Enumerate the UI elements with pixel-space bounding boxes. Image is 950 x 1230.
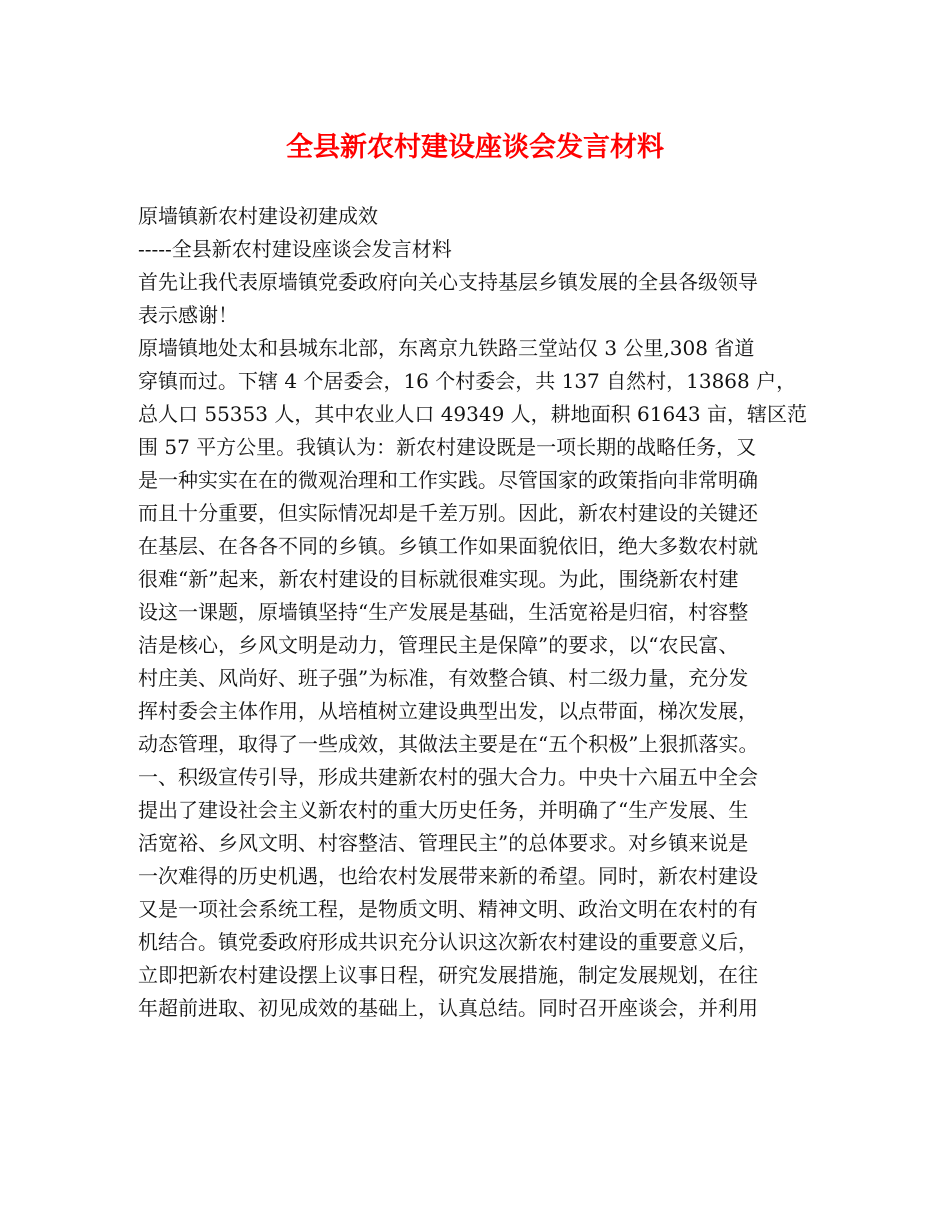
text-line: 年超前进取、初见成效的基础上，认真总结。同时召开座谈会，并利用 bbox=[138, 996, 758, 1020]
text-line: 一次难得的历史机遇，也给农村发展带来新的希望。同时，新农村建设 bbox=[138, 864, 758, 888]
text-line: 一、积级宣传引导，形成共建新农村的强大合力。中央十六届五中全会 bbox=[138, 765, 758, 789]
text-line: 是一种实实在在的微观治理和工作实践。尽管国家的政策指向非常明确 bbox=[138, 468, 758, 492]
text-line: 表示感谢！ bbox=[138, 303, 238, 327]
text-line: 总人口 55353 人，其中农业人口 49349 人，耕地面积 61643 亩，辖区范 bbox=[138, 402, 808, 426]
text-line: 设这一课题，原墙镇坚持“生产发展是基础，生活宽裕是归宿，村容整 bbox=[138, 600, 749, 624]
document-body bbox=[138, 200, 828, 1025]
text-line: 原墙镇地处太和县城东北部，东离京九铁路三堂站仅 3 公里,308 省道 bbox=[138, 336, 755, 360]
text-line: 又是一项社会系统工程，是物质文明、精神文明、政治文明在农村的有 bbox=[138, 897, 758, 921]
text-line: 首先让我代表原墙镇党委政府向关心支持基层乡镇发展的全县各级领导 bbox=[138, 270, 758, 294]
text-line: 活宽裕、乡风文明、村容整洁、管理民主”的总体要求。对乡镇来说是 bbox=[138, 831, 749, 855]
text-line: 而且十分重要，但实际情况却是千差万别。因此，新农村建设的关键还 bbox=[138, 501, 758, 525]
text-line: 提出了建设社会主义新农村的重大历史任务，并明确了“生产发展、生 bbox=[138, 798, 749, 822]
text-line: 洁是核心，乡风文明是动力，管理民主是保障”的要求，以“农民富、 bbox=[138, 633, 739, 657]
text-line: 穿镇而过。下辖 4 个居委会，16 个村委会，共 137 自然村，13868 户， bbox=[138, 369, 797, 393]
text-line: 机结合。镇党委政府形成共识充分认识这次新农村建设的重要意义后， bbox=[138, 930, 758, 954]
text-line: 村庄美、风尚好、班子强”为标准，有效整合镇、村二级力量，充分发 bbox=[138, 666, 749, 690]
text-line: 挥村委会主体作用，从培植树立建设典型出发，以点带面，梯次发展， bbox=[138, 699, 758, 723]
text-line: 动态管理，取得了一些成效，其做法主要是在“五个积极”上狠抓落实。 bbox=[138, 732, 759, 756]
document-title: 全县新农村建设座谈会发言材料 bbox=[286, 132, 664, 163]
text-line: 很难“新”起来，新农村建设的目标就很难实现。为此，围绕新农村建 bbox=[138, 567, 739, 591]
text-line: 立即把新农村建设摆上议事日程，研究发展措施，制定发展规划，在往 bbox=[138, 963, 758, 987]
text-line: 在基层、在各各不同的乡镇。乡镇工作如果面貌依旧，绝大多数农村就 bbox=[138, 534, 758, 558]
text-line: 围 57 平方公里。我镇认为：新农村建设既是一项长期的战略任务，又 bbox=[138, 435, 757, 459]
text-line: -----全县新农村建设座谈会发言材料 bbox=[138, 237, 452, 261]
text-line: 原墙镇新农村建设初建成效 bbox=[138, 204, 378, 228]
